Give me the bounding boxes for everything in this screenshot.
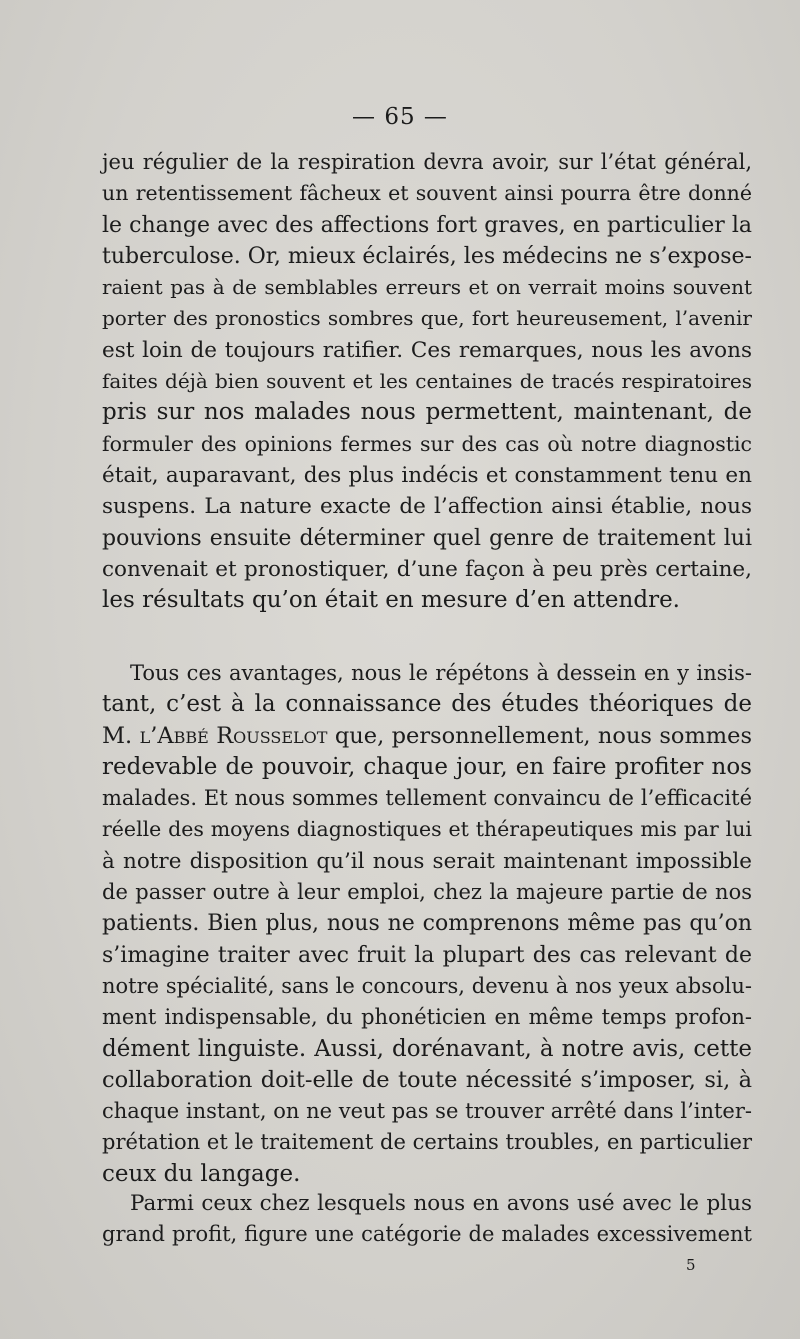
text-line: réelle des moyens diagnostiques et thérapeutiques mis par lui <box>102 817 752 842</box>
text-line: tant, c’est à la connaissance des études théoriques de <box>102 691 752 718</box>
text-line: Tous ces avantages, nous le répétons à dessein en y insis- <box>130 661 752 685</box>
text-fragment: que, personnellement, nous sommes <box>327 722 752 749</box>
paragraph-respiration <box>102 147 752 616</box>
text-line: de passer outre à leur emploi, chez la majeure partie de nos <box>102 880 752 905</box>
text-line: Parmi ceux chez lesquels nous en avons usé avec le plus <box>130 1191 752 1216</box>
text-line: s’imagine traiter avec fruit la plupart des cas relevant de <box>102 942 752 968</box>
text-line: est loin de toujours ratifier. Ces remarques, nous les avons <box>102 337 752 363</box>
text-line: collaboration doit-elle de toute nécessité s’imposer, si, à <box>102 1066 752 1093</box>
text-line: ceux du langage. <box>102 1160 301 1187</box>
text-line: ment indispensable, du phonéticien en même temps profon- <box>102 1005 752 1030</box>
author-name: M. l’Abbé Rousselot <box>102 722 328 749</box>
text-line: suspens. La nature exacte de l’affection ainsi établie, nous <box>102 494 752 520</box>
text-line: dément linguiste. Aussi, dorénavant, à notre avis, cette <box>102 1035 752 1062</box>
text-line: malades. Et nous sommes tellement convaincu de l’efficacité <box>102 786 752 811</box>
text-line: pris sur nos malades nous permettent, maintenant, de <box>102 399 752 426</box>
text-line: jeu régulier de la respiration devra avoir, sur l’état général, <box>102 150 752 174</box>
text-line: convenait et pronostiquer, d’une façon à peu près certaine, <box>102 556 752 582</box>
text-line: à notre disposition qu’il nous serait maintenant impossible <box>102 848 752 874</box>
text-line: patients. Bien plus, nous ne comprenons même pas qu’on <box>102 911 752 937</box>
text-line: grand profit, figure une catégorie de malades excessivement <box>102 1222 752 1247</box>
text-line: était, auparavant, des plus indécis et constamment tenu en <box>102 462 752 488</box>
text-line: faites déjà bien souvent et les centaines de tracés respiratoires <box>102 369 752 394</box>
paragraph-avantages <box>102 658 752 1190</box>
text-line: tuberculose. Or, mieux éclairés, les médecins ne s’expose- <box>102 243 752 269</box>
text-line: le change avec des affections fort graves, en particulier la <box>102 212 752 238</box>
text-line: pouvions ensuite déterminer quel genre de traitement lui <box>102 525 752 551</box>
page-number: — 65 — <box>352 104 448 130</box>
text-line: les résultats qu’on était en mesure d’en attendre. <box>102 587 680 614</box>
text-line: formuler des opinions fermes sur des cas où notre diagnostic <box>102 431 752 456</box>
text-line: notre spécialité, sans le concours, devenu à nos yeux absolu- <box>102 973 752 998</box>
text-line: redevable de pouvoir, chaque jour, en faire profiter nos <box>102 753 752 780</box>
paragraph-parmi <box>102 1188 752 1251</box>
text-line <box>102 721 752 752</box>
text-line: un retentissement fâcheux et souvent ainsi pourra être donné <box>102 181 752 206</box>
signature-mark: 5 <box>686 1256 696 1274</box>
text-line: prétation et le traitement de certains troubles, en particulier <box>102 1130 752 1155</box>
text-line: porter des pronostics sombres que, fort heureusement, l’avenir <box>102 306 752 331</box>
text-line: chaque instant, on ne veut pas se trouver arrêté dans l’inter- <box>102 1099 752 1124</box>
text-line: raient pas à de semblables erreurs et on verrait moins souvent <box>102 275 752 300</box>
